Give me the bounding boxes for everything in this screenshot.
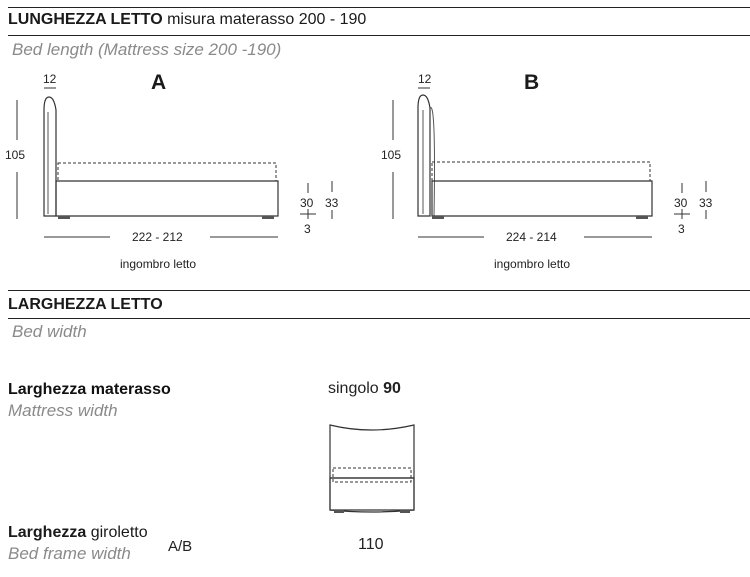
diagram-b-length: 224 - 214 bbox=[506, 230, 557, 244]
mattress-size-prefix: singolo bbox=[328, 380, 384, 397]
mattress-width-label-en: Mattress width bbox=[8, 401, 118, 420]
diagram-a-length: 222 - 212 bbox=[132, 230, 183, 244]
width-title-bold: LARGHEZZA LETTO bbox=[8, 296, 163, 313]
width-section-subtitle: Bed width bbox=[12, 322, 87, 341]
diagram-a-headboard-thickness: 12 bbox=[43, 72, 57, 86]
length-section-subtitle: Bed length (Mattress size 200 -190) bbox=[12, 40, 282, 59]
length-title-rest: misura materasso 200 - 190 bbox=[162, 11, 367, 28]
diagram-a-total-height: 33 bbox=[325, 196, 339, 210]
diagram-a-frame-height: 30 bbox=[300, 196, 314, 210]
mattress-size-value: 90 bbox=[383, 380, 401, 397]
diagram-b-headboard-thickness: 12 bbox=[418, 72, 432, 86]
diagram-b-height: 105 bbox=[381, 148, 402, 162]
frame-width-label-bold: Larghezza bbox=[8, 524, 87, 541]
mattress-width-label: Larghezza materasso bbox=[8, 381, 171, 398]
diagram-b-caption: ingombro letto bbox=[494, 257, 571, 271]
diagram-a-caption: ingombro letto bbox=[120, 257, 197, 271]
frame-width-label-rest: giroletto bbox=[86, 524, 148, 541]
frame-width-variant: A/B bbox=[168, 538, 193, 555]
length-title-bold: LUNGHEZZA LETTO bbox=[8, 11, 163, 28]
diagram-a-foot-height: 3 bbox=[304, 222, 311, 236]
diagram-b-letter: B bbox=[524, 71, 540, 94]
diagram-b-frame-height: 30 bbox=[674, 196, 688, 210]
diagram-b-foot-height: 3 bbox=[678, 222, 685, 236]
diagram-a-letter: A bbox=[151, 71, 167, 94]
diagram-a-height: 105 bbox=[5, 148, 26, 162]
frame-width-label-en: Bed frame width bbox=[8, 544, 131, 563]
diagram-b-total-height: 33 bbox=[699, 196, 713, 210]
frame-width-value: 110 bbox=[358, 536, 384, 553]
frame-width-label bbox=[8, 524, 148, 542]
